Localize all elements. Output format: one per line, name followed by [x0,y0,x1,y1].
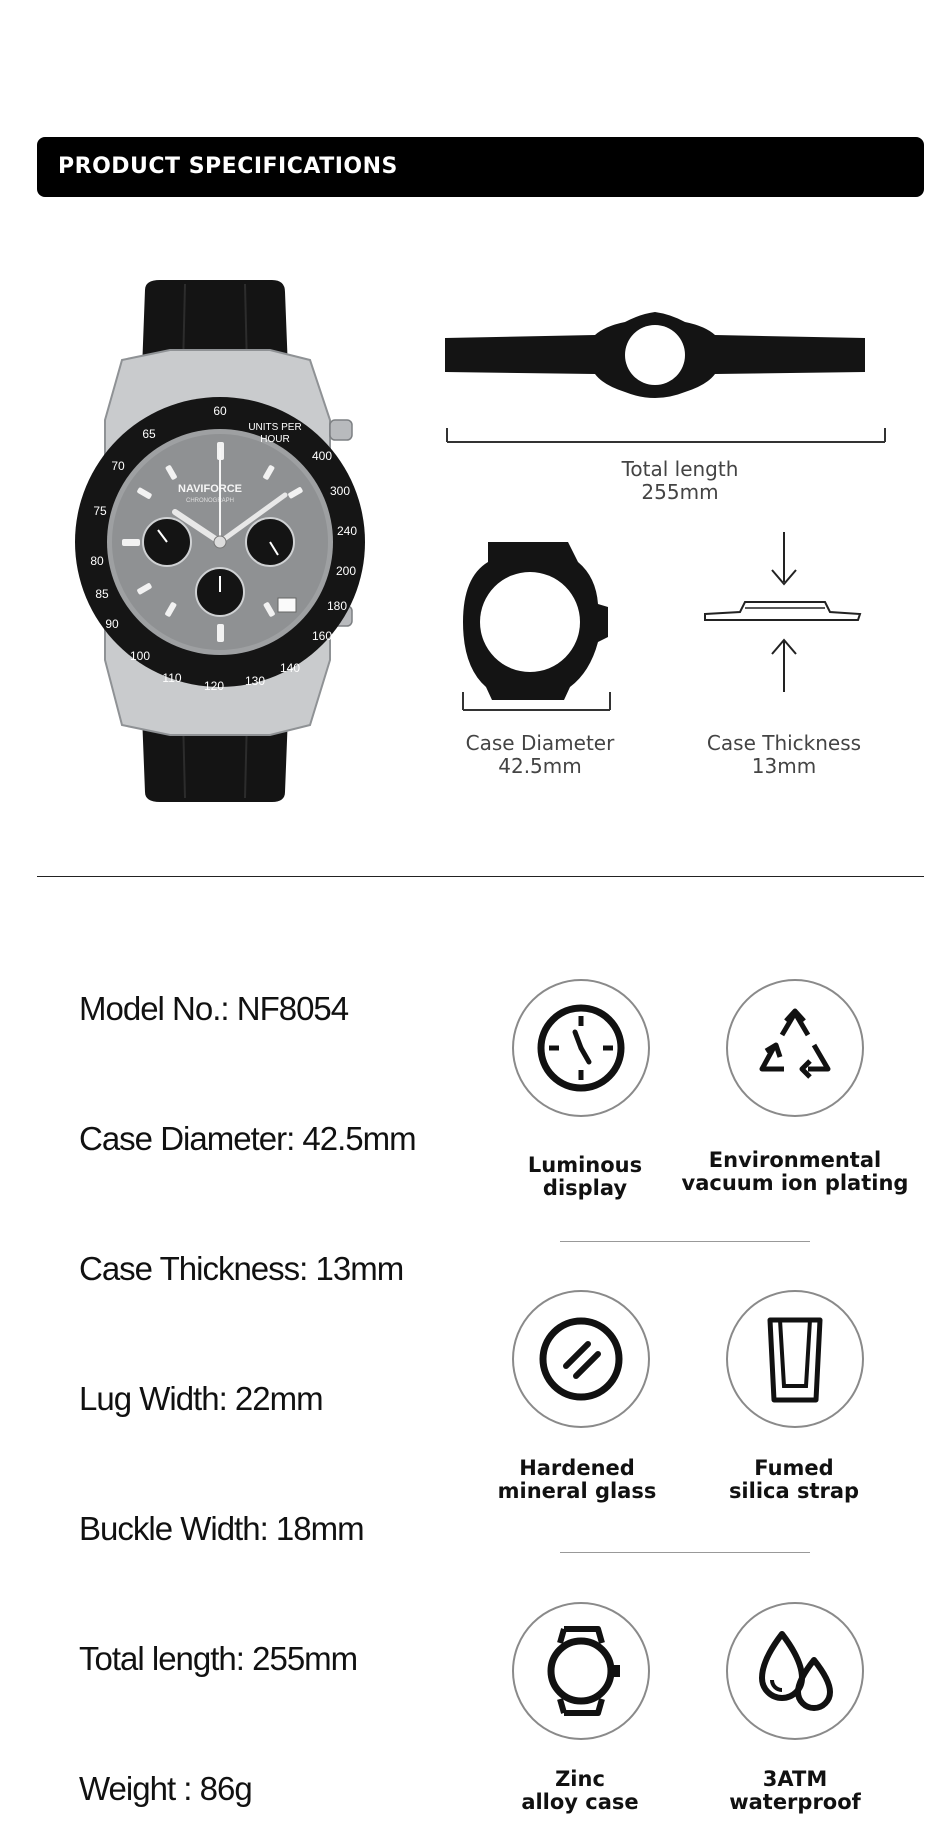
svg-text:120: 120 [203,679,225,693]
total-length-title: Total length [621,457,739,481]
section-divider [37,876,924,877]
case-thickness-title: Case Thickness [706,731,862,755]
watch-subtitle-text: CHRONOGRAPH [185,498,235,504]
watch-product-image [60,280,400,805]
feature-strap [726,1290,864,1428]
case-thickness-label [684,732,884,778]
feature-zinc-case-label: Zinc alloy case [521,1767,639,1814]
spec-model-no: Model No.: NF8054 [79,990,349,1027]
feature-divider [560,1552,810,1553]
svg-text:75: 75 [93,504,107,518]
feature-glass-label: Hardened mineral glass [497,1456,657,1503]
svg-text:110: 110 [162,671,182,685]
strap-icon [760,1314,830,1404]
svg-text:70: 70 [111,459,125,473]
svg-text:100: 100 [129,649,151,663]
svg-text:60: 60 [213,404,227,418]
case-diameter-diagram [458,532,618,712]
svg-text:140: 140 [279,661,301,675]
svg-text:400: 400 [311,449,333,463]
spec-case-thickness: Case Thickness: 13mm [79,1250,404,1287]
total-length-diagram [445,300,895,450]
spec-case-diameter: Case Diameter: 42.5mm [79,1120,416,1157]
case-thickness-value: 13mm [751,754,817,778]
spec-weight: Weight : 86g [79,1770,252,1807]
feature-waterproof [726,1602,864,1740]
svg-text:85: 85 [95,587,109,601]
feature-waterproof-label: 3ATM waterproof [729,1767,861,1814]
feature-zinc-case [512,1602,650,1740]
spec-buckle-width: Buckle Width: 18mm [79,1510,364,1547]
svg-text:160: 160 [311,629,333,643]
case-diameter-value: 42.5mm [498,754,582,778]
watch-brand-text: NAVIFORCE [178,483,242,495]
total-length-value: 255mm [641,480,719,504]
feature-divider [560,1241,810,1242]
svg-text:HOUR: HOUR [260,434,290,445]
svg-text:90: 90 [105,617,119,631]
clock-icon [535,1002,627,1094]
water-drops-icon [750,1626,840,1716]
feature-strap-label: Fumed silica strap [728,1456,860,1503]
feature-luminous-label: Luminous display [527,1153,643,1200]
case-diameter-title: Case Diameter [465,731,615,755]
svg-text:240: 240 [336,524,358,538]
svg-text:65: 65 [142,427,156,441]
total-length-label [580,458,780,504]
case-diameter-label [440,732,640,778]
feature-luminous [512,979,650,1117]
recycle-icon [752,1005,838,1091]
spec-total-length: Total length: 255mm [79,1640,358,1677]
svg-text:UNITS PER: UNITS PER [248,422,302,433]
page-title: PRODUCT SPECIFICATIONS [58,154,398,179]
feature-glass [512,1290,650,1428]
svg-text:300: 300 [329,484,351,498]
svg-text:80: 80 [90,554,104,568]
feature-environmental [726,979,864,1117]
svg-text:200: 200 [335,564,357,578]
feature-environmental-label: Environmental vacuum ion plating [681,1148,909,1195]
watch-case-icon [536,1623,626,1719]
case-thickness-diagram [700,532,870,702]
svg-text:130: 130 [244,674,266,688]
glass-icon [536,1314,626,1404]
svg-text:180: 180 [326,599,348,613]
spec-lug-width: Lug Width: 22mm [79,1380,323,1417]
